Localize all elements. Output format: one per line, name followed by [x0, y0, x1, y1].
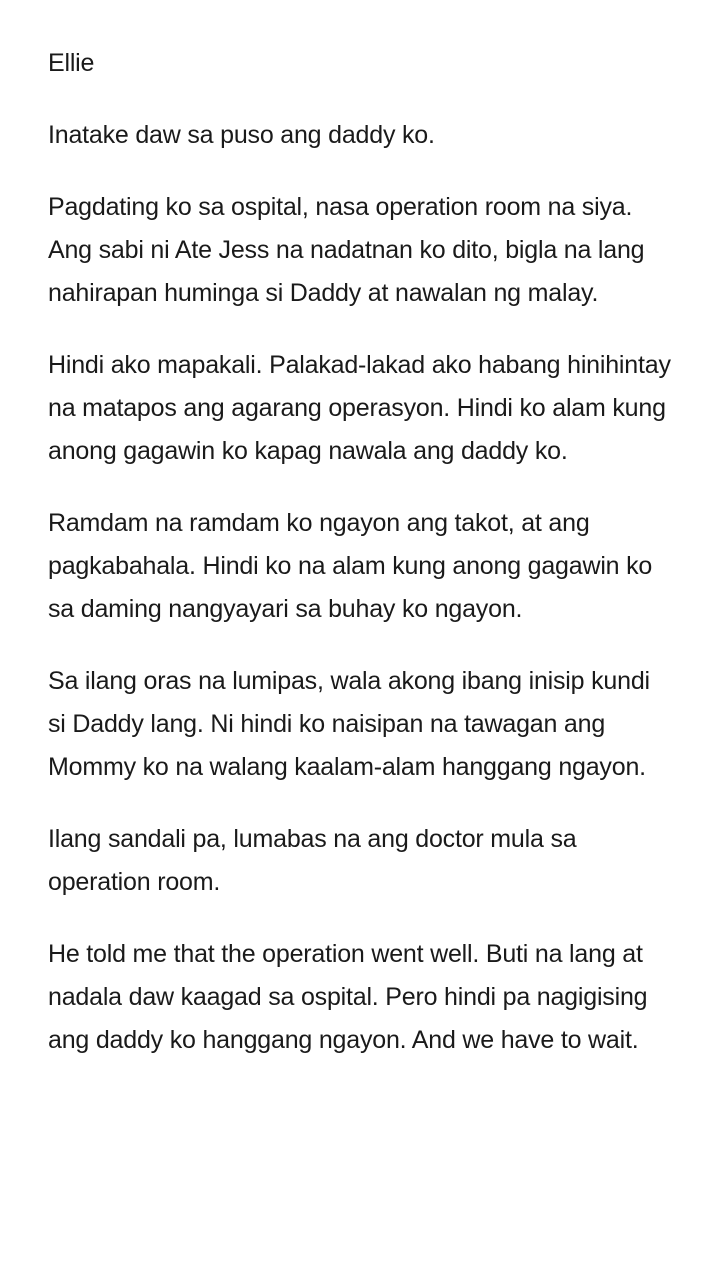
story-paragraph-8: He told me that the operation went well. Buti na lang at nadala daw kaagad sa ospital. Pero hindi pa nagigising ang daddy ko hanggang ngayon. And we have to wait. — [48, 940, 648, 1054]
story-paragraph-7: Ilang sandali pa, lumabas na ang doctor mula sa operation room. — [48, 825, 577, 896]
story-paragraph-5: Ramdam na ramdam ko ngayon ang takot, at ang pagkabahala. Hindi ko na alam kung anong gagawin ko sa daming nangyayari sa buhay ko ngayon. — [48, 509, 653, 623]
story-paragraph-1: Ellie — [48, 49, 95, 77]
story-paragraph-2: Inatake daw sa puso ang daddy ko. — [48, 121, 435, 149]
story-paragraph-6: Sa ilang oras na lumipas, wala akong ibang inisip kundi si Daddy lang. Ni hindi ko naisipan na tawagan ang Mommy ko na walang kaalam-alam hanggang ngayon. — [48, 667, 650, 781]
story-paragraph-3: Pagdating ko sa ospital, nasa operation room na siya. Ang sabi ni Ate Jess na nadatnan ko dito, bigla na lang nahirapan huminga si Daddy at nawalan ng malay. — [48, 193, 645, 307]
story-paragraph-4: Hindi ako mapakali. Palakad-lakad ako habang hinihintay na matapos ang agarang operasyon. Hindi ko alam kung anong gagawin ko kapag nawala ang daddy ko. — [48, 351, 671, 465]
